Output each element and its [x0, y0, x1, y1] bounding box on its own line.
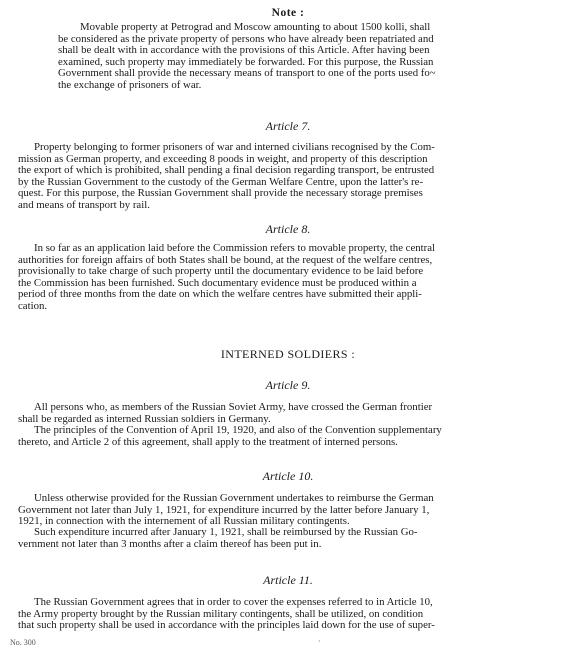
note-line: be considered as the private property of persons who have already been repatriated and [58, 32, 434, 45]
article-10-line: Unless otherwise provided for the Russian Government undertakes to reimburse the German [34, 492, 434, 504]
article-7-heading: Article 7. [265, 119, 311, 133]
interned-soldiers-heading: INTERNED SOLDIERS : [220, 347, 356, 361]
article-11-line: that such property shall be used in accordance with the principles laid down for the use of super- [18, 619, 435, 632]
article-7-line: quest. For this purpose, the Russian Government shall provide the necessary storage premises [18, 187, 423, 200]
article-8-line: In so far as an application laid before the Commission refers to movable property, the central [34, 242, 436, 254]
article-11-line: The Russian Government agrees that in order to cover the expenses referred to in Article 10, [34, 596, 433, 608]
article-9-line: shall be regarded as interned Russian soldiers in Germany. [18, 412, 271, 425]
article-10-line: vernment not later than 3 months after a claim thereof has been put in. [18, 537, 322, 550]
article-10-line: Government not later than July 1, 1921, for expenditure incurred by the latter before January 1, [18, 503, 430, 516]
article-10-paragraph-1 [18, 493, 542, 528]
article-8-line: cation. [18, 299, 48, 312]
article-7-line: by the Russian Government to the custody of the German Welfare Centre, upon the latter's re- [18, 175, 424, 188]
article-9-paragraph-2 [18, 425, 542, 448]
note-line: examined, such property may immediately be forwarded. For this purpose, the Russian [58, 55, 434, 68]
article-10-paragraph-2 [18, 527, 542, 550]
note-paragraph [58, 22, 542, 92]
article-11-heading: Article 11. [263, 573, 313, 587]
footer-mark: · [318, 637, 321, 646]
article-10-heading: Article 10. [262, 469, 314, 483]
note-line: Government shall provide the necessary means of transport to one of the ports used fo~ [58, 67, 436, 80]
article-9-paragraph-1 [18, 402, 542, 425]
article-8-heading: Article 8. [265, 222, 311, 236]
note-line: the exchange of prisoners of war. [58, 78, 202, 91]
article-11-line: the Army property brought by the Russian military contingents, shall be utilized, on condition [18, 607, 424, 620]
article-7-line: Property belonging to former prisoners of war and interned civilians recognised by the Com- [34, 141, 435, 153]
article-8-line: period of three months from the date on which the welfare centres have submitted their appli- [18, 288, 422, 301]
article-8-line: provisionally to take charge of such property until the documentary evidence to be laid before [18, 265, 424, 278]
article-7-line: the export of which is prohibited, shall pending a final decision regarding transport, be entrusted [18, 164, 435, 177]
page-number: No. 300 [10, 638, 36, 647]
article-7-line: and means of transport by rail. [18, 198, 150, 211]
article-8-line: authorities for foreign affairs of both States shall be bound, at the request of the welfare centres, [18, 253, 433, 266]
article-11-paragraph [18, 597, 542, 632]
article-8-paragraph [18, 243, 542, 313]
article-9-line: All persons who, as members of the Russian Soviet Army, have crossed the German frontier [34, 401, 433, 413]
article-9-line: The principles of the Convention of April 19, 1920, and also of the Convention supplementary [34, 424, 442, 436]
note-line: Movable property at Petrograd and Moscow amounting to about 1500 kolli, shall [80, 21, 431, 33]
article-7-line: mission as German property, and exceeding 8 poods in weight, and property of this description [18, 152, 428, 165]
article-10-line: 1921, in connection with the internement of all Russian military contingents. [18, 515, 350, 528]
article-10-line: Such expenditure incurred after January 1, 1921, shall be reimbursed by the Russian Go- [34, 526, 418, 538]
note-line: shall be dealt with in accordance with the provisions of this Article. After having been [58, 44, 430, 57]
article-7-paragraph [18, 142, 542, 212]
article-8-line: the Commission has been furnished. Such documentary evidence must be produced within a [18, 276, 417, 289]
article-9-heading: Article 9. [265, 378, 311, 392]
note-title: Note : [271, 7, 305, 19]
article-9-line: thereto, and Article 2 of this agreement, shall apply to the treatment of interned persons. [18, 435, 398, 448]
